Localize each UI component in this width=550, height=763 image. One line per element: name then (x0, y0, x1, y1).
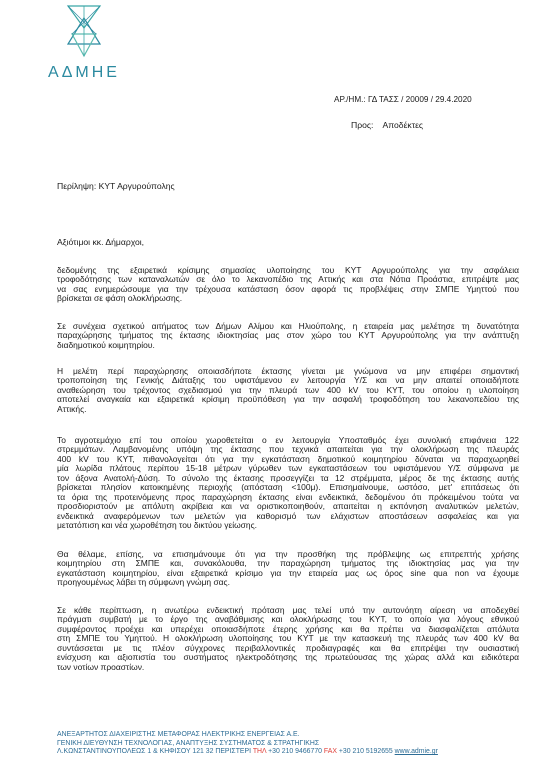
paragraph-line: Αττικής. (57, 403, 87, 414)
paragraph-4 (57, 436, 519, 531)
paragraph-line: στη ΣΜΠΕ του Υμηττού. Η ολοκλήρωση υλοποίησης του ΚΥΤ με την κατασκευή της πλευράς των 400 kV θα (57, 633, 519, 644)
paragraph-1 (57, 266, 519, 304)
paragraph-line: συμφέροντος προέχει και υπερέχει οποιασδήποτε έτερης χρήσης και θα πρέπει να διασφαλίζεται απόλυτα (57, 623, 519, 634)
paragraph-line: 400 kV του ΚΥΤ, πιθανολογείται ότι για την εγκατάσταση δημοτικού κοιμητηρίου δύναται να παραχωρηθεί (57, 453, 519, 464)
paragraph-line: βρίσκεται πλησίον κατοικημένης περιοχής (απόσταση <100μ). Επισημαίνουμε, ωστόσο, μετ' επιτάσεως ότι (57, 482, 519, 493)
paragraph-line: προσδιοριστούν με απόλυτη ακρίβεια και να οριστικοποιηθούν, απαιτείται η εκπόνηση αναλυτικών μελετών, (57, 501, 519, 512)
paragraph-line: παραχώρησης τμήματος της έκτασης ιδιοκτησίας μας στον χώρο του ΚΥΤ Αργυρούπολης για την ανάπτυξη (57, 330, 519, 341)
paragraph-line: Σε συνέχεια σχετικού αιτήματος των Δήμων Αλίμου και Ηλιούπολης, η εταιρεία μας μελέτησε τη δυνατότητα (57, 321, 519, 331)
paragraph-line: βρίσκεται σε φάση ολοκλήρωσης. (57, 293, 183, 304)
letter-footer (57, 731, 438, 757)
paragraph-line: Η μελέτη περί παραχώρησης οποιασδήποτε έκτασης γίνεται με γνώμονα να μην επιφέρει σημαντική (57, 366, 519, 376)
paragraph-3 (57, 367, 519, 414)
footer-fax: +30 210 5192655 (338, 748, 393, 756)
paragraph-line: να σας ενημερώσουμε για την τρέχουσα κατάσταση όσον αφορά τις προβλέψεις στην ΣΜΠΕ Υμηττού που (57, 283, 519, 294)
paragraph-line: τροφοδότησης των καταναλωτών σε όλο το λεκανοπέδιο της Αττικής και στα Νότια Προάστια, επιτρέψτε μας (57, 274, 519, 285)
footer-company-name: ΑΝΕΞΑΡΤΗΤΟΣ ΔΙΑΧΕΙΡΙΣΤΗΣ ΜΕΤΑΦΟΡΑΣ ΗΛΕΚΤΡΙΚΗΣ ΕΝΕΡΓΕΙΑΣ Α.Ε. (57, 731, 300, 738)
paragraph-line: τα όρια της προτεινόμενης προς παραχώρηση έκτασης είναι ενδεικτικά, δεδομένου ότι πρόκειμένου τούτα να (57, 491, 519, 502)
paragraph-line: προηγουμένως λάβει τη σύμφωνη γνώμη σας. (57, 577, 230, 588)
footer-tel-label: ΤΗΛ (252, 748, 267, 756)
paragraph-line: των νοτίων προαστίων. (57, 661, 145, 672)
paragraph-line: μετατόπιση και νέα χωροθέτηση του δικτύου γείωσης. (57, 520, 257, 531)
paragraph-line: τον άξονα Ανατολή-Δύση. Το σύνολο της έκτασης προσεγγίζει τα 12 στρέμματα, μέρος δε της έκτασης αυτής (57, 472, 519, 483)
admie-logo-icon (62, 4, 106, 66)
footer-address: Λ.ΚΩΝΣΤΑΝΤΙΝΟΥΠΟΛΕΩΣ 1 & ΚΗΦΙΣΟΥ 121 32 ΠΕΡΙΣΤΕΡΙ (57, 748, 252, 756)
logo-wordmark: ΑΔΜΗΕ (48, 64, 120, 81)
footer-division: ΓΕΝΙΚΗ ΔΙΕΥΘΥΝΣΗ ΤΕΧΝΟΛΟΓΙΑΣ, ΑΝΑΠΤΥΞΗΣ ΣΥΣΤΗΜΑΤΟΣ & ΣΤΡΑΤΗΓΙΚΗΣ (57, 739, 320, 747)
recipients-line: Προς: Αποδέκτες (351, 120, 424, 130)
subject-line: Περίληψη: ΚΥΤ Αργυρούπολης (57, 181, 175, 191)
paragraph-line: ενδεικτικά αναφερόμενων των μελετών για καθορισμό των ελάχιστων αποστάσεων ασφαλείας και για (57, 510, 519, 521)
footer-website-link[interactable]: www.admie.gr (394, 748, 438, 756)
paragraph-line: Θα θέλαμε, επίσης, να επισημάνουμε ότι για την προσθήκη της πρόβλεψης ως επιτρεπτής χρήσης (57, 549, 519, 559)
paragraph-line: αναθεώρηση του τρέχοντος σχεδιασμού για την πλευρά των 400 kV του ΚΥΤ, του οποίου η υλοποίηση (57, 384, 519, 395)
paragraph-line: εγκατάσταση κοιμητηρίου, είναι εξαιρετικά κρίσιμο για την εταιρεία μας ως όρος sine qua non να έχουμε (57, 567, 519, 578)
paragraph-line: Σε κάθε περίπτωση, η ανωτέρω ενδεικτική πρόταση μας τελεί υπό την αυτονόητη αίρεση να αποδεχθεί (57, 605, 519, 615)
paragraph-line: τροποποίηση της Γενικής Διάταξης του υφιστάμενου εν λειτουργία Υ/Σ και να μην απαιτεί οποιαδήποτε (57, 375, 519, 386)
greeting: Αξιότιμοι κκ. Δήμαρχοι, (57, 237, 145, 247)
paragraph-line: μία λωρίδα πλάτους περίπου 15-18 μέτρων γύρωθεν των εγκαταστάσεων του υφιστάμενου Υ/Σ σύμφωνα με (57, 463, 519, 474)
reference-number: ΑΡ./ΗΜ.: ΓΔ ΤΑΣΣ / 20009 / 29.4.2020 (334, 95, 472, 104)
paragraph-line: κοιμητηρίου στη ΣΜΠΕ και, συνακόλουθα, την παραχώρηση τμήματος της ιδιοκτησίας μας για την (57, 558, 519, 569)
paragraph-5 (57, 550, 519, 588)
paragraph-line: Το αγροτεμάχιο επί του οποίου χωροθετείται ο εν λειτουργία Υποσταθμός έχει συνολική επιφάνεια 122 (57, 435, 519, 445)
paragraph-line: διαδημοτικού κοιμητηρίου. (57, 339, 155, 350)
footer-contact (57, 748, 438, 757)
paragraph-line: ενίσχυση και αξιοπιστία του συστήματος ηλεκτροδότησης της πρωτεύουσας της χώρας αλλά και ειδικότερα (57, 652, 519, 663)
paragraph-line: πράγματι συμβατή με το έργο της αναβάθμισης και ολοκλήρωσης του ΚΥΤ, το οποίο για λόγους εθνικού (57, 614, 519, 625)
footer-tel: +30 210 9466770 (268, 748, 322, 756)
paragraph-line: αποτελεί αναγκαία και εξαιρετικά κρίσιμη προϋπόθεση για την ασφαλή τροφοδότηση του λεκανοπεδίου της (57, 394, 519, 405)
paragraph-line: δεδομένης της εξαιρετικά κρίσιμης σημασίας υλοποίησης του ΚΥΤ Αργυρούπολης για την ασφάλεια (57, 265, 519, 275)
paragraph-line: συντάσσεται με τις πλέον σύγχρονες περιβαλλοντικές προδιαγραφές και θα επιτρέψει την ουσιαστική (57, 642, 519, 653)
paragraph-6 (57, 606, 519, 672)
footer-fax-label: FAX (323, 748, 337, 756)
letterhead-logo (44, 4, 124, 84)
paragraph-line: στρεμμάτων. Λαμβανομένης υπόψη της έκτασης που τεχνικά απαιτείται για την ολοκλήρωση της πλευράς (57, 444, 519, 455)
paragraph-2 (57, 322, 519, 350)
